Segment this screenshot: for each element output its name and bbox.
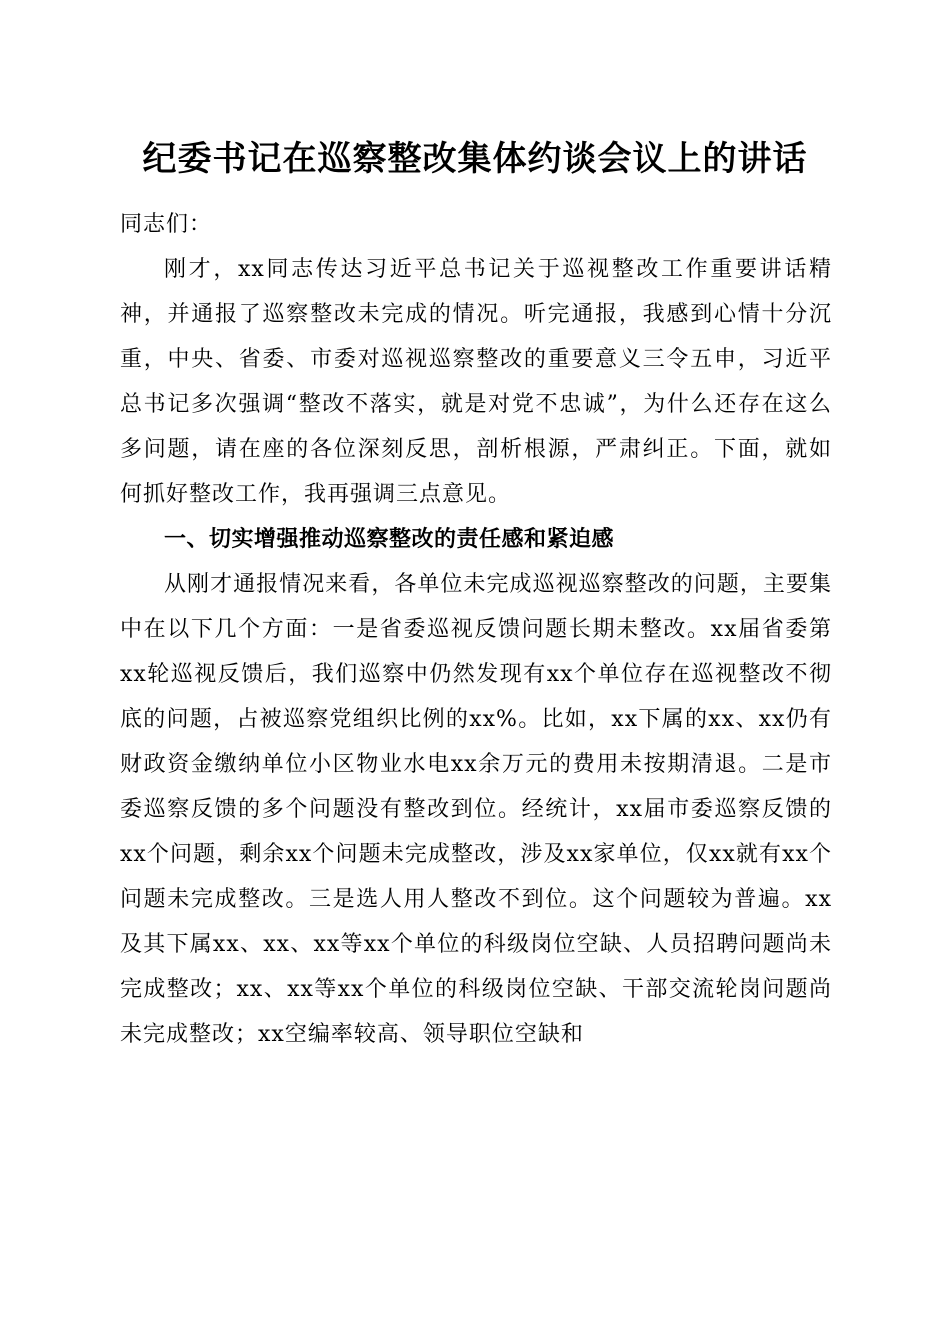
paragraph-opening: 刚才，xx同志传达习近平总书记关于巡视整改工作重要讲话精神，并通报了巡察整改未完成的情况。听完通报，我感到心情十分沉重，中央、省委、市委对巡视巡察整改的重要意义三令五申，习近平总书记多次强调“整改不落实，就是对党不忠诚”，为什么还存在这么多问题，请在座的各位深刻反思，剖析根源，严肃纠正。下面，就如何抓好整改工作，我再强调三点意见。 bbox=[120, 257, 832, 507]
section-heading-1: 一、切实增强推动巡察整改的责任感和紧迫感 bbox=[164, 527, 615, 552]
document-title: 纪委书记在巡察整改集体约谈会议上的讲话 bbox=[142, 139, 808, 179]
document-body bbox=[120, 202, 832, 1057]
salutation: 同志们： bbox=[120, 212, 213, 237]
paragraph-section-1: 从刚才通报情况来看，各单位未完成巡视巡察整改的问题，主要集中在以下几个方面：一是省委巡视反馈问题长期未整改。xx届省委第xx轮巡视反馈后，我们巡察中仍然发现有xx个单位存在巡视整改不彻底的问题，占被巡察党组织比例的xx%。比如，xx下属的xx、xx仍有财政资金缴纳单位小区物业水电xx余万元的费用未按期清退。二是市委巡察反馈的多个问题没有整改到位。经统计，xx届市委巡察反馈的xx个问题，剩余xx个问题未完成整改，涉及xx家单位，仅xx就有xx个问题未完成整改。三是选人用人整改不到位。这个问题较为普遍。xx及其下属xx、xx、xx等xx个单位的科级岗位空缺、人员招聘问题尚未完成整改；xx、xx等xx个单位的科级岗位空缺、干部交流轮岗问题尚未完成整改；xx空编率较高、领导职位空缺和 bbox=[120, 572, 832, 1047]
